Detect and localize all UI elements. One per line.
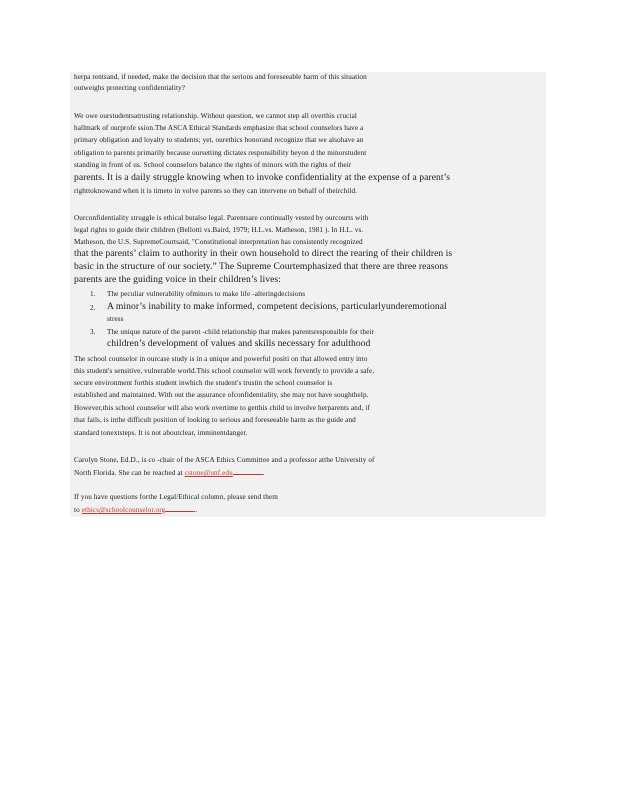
link-underline — [233, 467, 263, 475]
text-line: hallmark of ourprofe ssion.The ASCA Ethical Standards emphasize that school counselors have a — [74, 124, 364, 132]
text-line: primary obligation and loyalty to students; yet, ourethics honorand recognize that we alsohave an — [74, 136, 364, 144]
text-line: parents are the guiding voice in their children’s lives: — [74, 274, 281, 285]
list-item-continued: children’s development of values and skills necessary for adulthood — [107, 338, 371, 349]
list-number: 2. — [90, 304, 96, 312]
sentence-end: . — [262, 469, 265, 477]
author-contact-line — [74, 467, 532, 478]
text-line: standard tonextsteps. It is not aboutclear, imminentdanger. — [74, 429, 248, 437]
text-line: this student's sensitive, vulnerable world.This school counselor will work fervently to provide a safe, — [74, 367, 375, 375]
text-line: that the parents’ claim to authority in their own household to direct the rearing of their children is — [74, 248, 453, 259]
questions-contact-text: to — [74, 506, 80, 514]
text-line: basic in the structure of our society.” The Supreme Courtemphasized that there are three reasons — [74, 261, 449, 272]
text-line: established and maintained. With out the assurance ofconfidentiality, she may not have soughthelp. — [74, 391, 369, 399]
author-email-link[interactable]: cstone@unf.edu — [184, 469, 233, 477]
list-number: 3. — [90, 328, 96, 336]
text-line: that fails, is inthe difficult position of looking to serious and foreseeable harm as the guide and — [74, 416, 356, 424]
text-line: righttoknowand when it is timeto in volve parents so they can intervene on behalf of theirchild. — [74, 187, 358, 195]
ethics-email-link[interactable]: ethics@schoolcounselor.org — [81, 506, 166, 514]
list-number: 1. — [90, 290, 96, 298]
author-line: Carolyn Stone, Ed.D., is co -chair of the ASCA Ethics Committee and a professor atthe University of — [74, 456, 375, 464]
list-item: The unique nature of the parent -child relationship that makes parentsresponsible for their — [107, 328, 374, 336]
text-line: We owe ourstudentsatrusting relationship. Without question, we cannot step all overthis crucial — [74, 112, 357, 120]
sentence-end: . — [195, 506, 198, 514]
text-line: The school counselor in ourcase study is in a unique and powerful positi on that allowed entry into — [74, 355, 368, 363]
text-line: obligation to parents primarily because oursetting dictates responsibility beyon d the minorstudent — [74, 149, 367, 157]
list-item-continued: stress — [107, 315, 124, 323]
link-underline — [165, 504, 198, 514]
list-item: The peculiar vulnerability ofminors to make life -alteringdecisions — [107, 290, 306, 298]
document-page — [70, 72, 546, 517]
list-item: A minor’s inability to make informed, competent decisions, particularlyunderemotional — [107, 301, 447, 312]
text-line: standing in front of us. School counselors balance the rights of minors with the rights of their — [74, 161, 352, 169]
text-line: herpa rentsand, if needed, make the decision that the serious and foreseeable harm of this situation — [74, 73, 367, 81]
questions-contact-line — [74, 504, 532, 515]
text-line: Ourconfidentiality struggle is ethical butalso legal. Parentsare continually vested by ourcourts with — [74, 214, 369, 222]
text-line: outweighs protecting confidentiality? — [74, 84, 186, 92]
questions-line: If you have questions forthe Legal/Ethical column, please send them — [74, 493, 278, 501]
text-line: parents. It is a daily struggle knowing when to invoke confidentiality at the expense of a parent’s — [74, 172, 451, 183]
text-line: However,this school counselor will also work overtime to getthis child to involve herparents and, if — [74, 404, 370, 412]
author-contact-text: North Florida. She can be reached at — [74, 469, 183, 477]
text-line: legal rights to guide their children (Bellotti vs.Baird, 1979; H.L.vs. Matheson, 1981 ). In H.L. vs. — [74, 226, 364, 234]
text-line: Matheson, the U.S. SupremeCourtsaid, "Constitutional interpretation has consistently recognized — [74, 238, 363, 246]
text-line: secure environment forthis student inwhich the student's trustin the school counselor is — [74, 379, 333, 387]
